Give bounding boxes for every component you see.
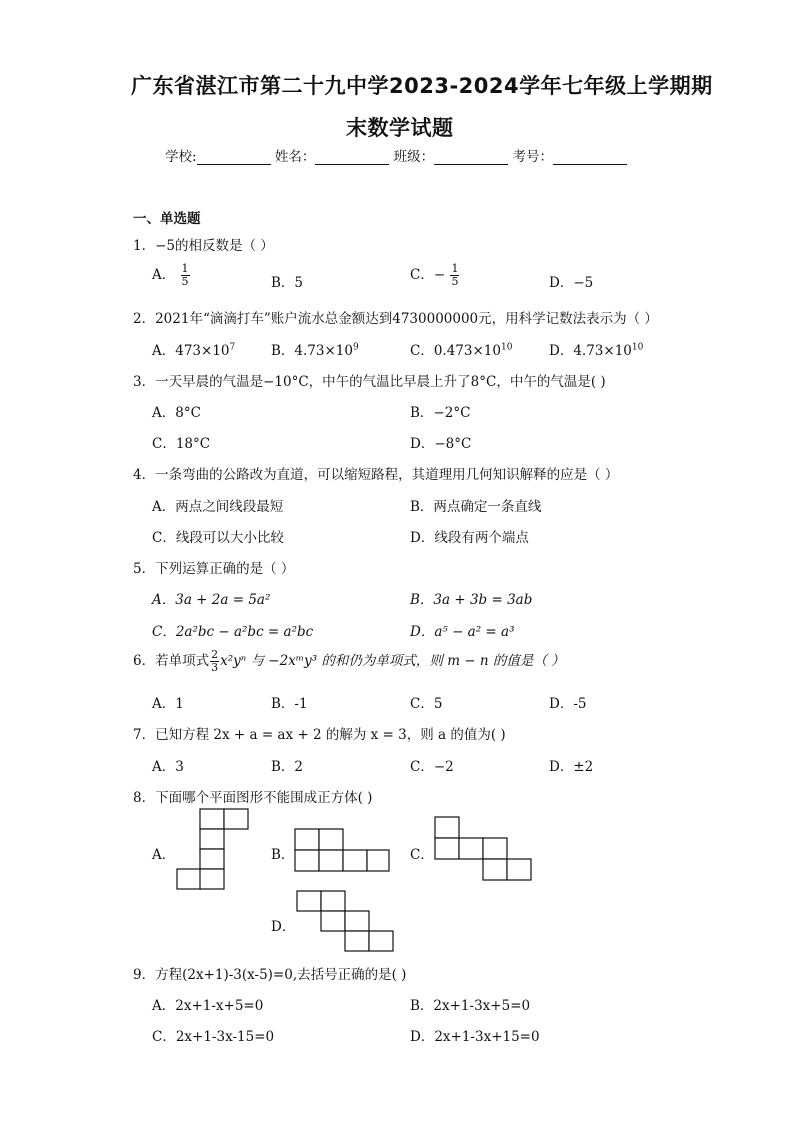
question-2-stem: 2．2021年“滴滴打车”账户流水总金额达到4730000000元，用科学记数法表示为（ ）: [133, 311, 658, 327]
q6-option-d[interactable]: D．-5: [549, 696, 587, 712]
q4-option-c[interactable]: C．线段可以大小比较: [152, 530, 284, 546]
q2-option-a[interactable]: [152, 339, 235, 359]
q1-c-denominator: 5: [451, 275, 459, 288]
q2-c-base: C．0.473×10: [410, 343, 501, 359]
q1-option-b[interactable]: B．5: [271, 275, 304, 291]
q6-coefficient-fraction: [210, 649, 219, 673]
q6-stem-rest: x²yⁿ 与 −2xᵐy³ 的和仍为单项式，则 m − n 的值是（ ）: [220, 653, 565, 669]
q8-option-c-label[interactable]: C．: [410, 847, 434, 863]
q3-option-c[interactable]: C．18°C: [152, 436, 211, 452]
q9-option-d[interactable]: D．2x+1-3x+15=0: [410, 1029, 540, 1045]
q4-option-a[interactable]: A．两点之间线段最短: [152, 499, 284, 515]
q9-option-a[interactable]: A．2x+1-x+5=0: [152, 998, 264, 1014]
q7-option-b[interactable]: B．2: [271, 759, 304, 775]
q8-option-b-net: [294, 828, 390, 873]
school-field[interactable]: [197, 150, 271, 165]
q2-d-exponent: 10: [631, 342, 644, 353]
q6-option-c[interactable]: C．5: [410, 696, 443, 712]
question-8-stem: 8．下面哪个平面图形不能围成正方体( ): [133, 790, 373, 806]
q4-option-d[interactable]: D．线段有两个端点: [410, 530, 529, 546]
question-7-stem: 7．已知方程 2x + a = ax + 2 的解为 x = 3，则 a 的值为( ): [133, 727, 506, 743]
name-label: 姓名：: [274, 149, 316, 165]
name-field[interactable]: [315, 150, 389, 165]
question-5-stem: 5．下列运算正确的是（ ）: [133, 561, 295, 577]
school-label: 学校:: [165, 149, 197, 165]
q2-option-b[interactable]: [271, 339, 359, 359]
q1-option-d[interactable]: D．−5: [549, 275, 594, 291]
q7-option-d[interactable]: D．±2: [549, 759, 594, 775]
class-field[interactable]: [434, 150, 508, 165]
q3-option-b[interactable]: B．−2°C: [410, 405, 471, 421]
q2-a-base: A．473×10: [152, 343, 230, 359]
q2-b-exponent: 9: [352, 342, 359, 353]
q6-frac-denominator: 3: [211, 661, 219, 674]
q2-b-base: B．4.73×10: [271, 343, 353, 359]
question-1-stem: 1．−5的相反数是（ ）: [133, 238, 274, 254]
q8-option-c-net: [434, 816, 536, 884]
q3-option-d[interactable]: D．−8°C: [410, 436, 472, 452]
q2-option-d[interactable]: [549, 339, 643, 359]
q1-option-c-fraction: [450, 263, 459, 287]
q1-c-numerator: 1: [451, 262, 459, 276]
q6-option-a[interactable]: A．1: [152, 696, 184, 712]
q1-option-a[interactable]: [152, 263, 191, 288]
q6-frac-numerator: 2: [211, 648, 219, 662]
q1-option-a-fraction: [181, 263, 190, 287]
page-title-line2: 末数学试题: [346, 116, 454, 140]
q5-option-c[interactable]: C．2a²bc − a²bc = a²bc: [152, 624, 314, 640]
question-4-stem: 4．一条弯曲的公路改为直道，可以缩短路程，其道理用几何知识解释的应是（ ）: [133, 467, 619, 483]
q7-option-c[interactable]: C．−2: [410, 759, 454, 775]
q8-option-a-label[interactable]: A．: [152, 847, 176, 863]
q1-option-a-label: A．: [152, 267, 176, 283]
q5-option-a[interactable]: A．3a + 2a = 5a²: [152, 592, 271, 608]
q1-option-c-label: C．−: [410, 267, 446, 283]
exam-number-label: 考号：: [512, 149, 553, 165]
q8-option-b-label[interactable]: B．: [271, 847, 295, 863]
class-label: 班级：: [393, 149, 435, 165]
q2-a-exponent: 7: [229, 342, 236, 353]
q6-stem-prefix: 6．若单项式: [133, 653, 210, 669]
question-6-stem: [133, 649, 565, 674]
q1-option-c[interactable]: [410, 263, 460, 288]
q2-c-exponent: 10: [500, 342, 513, 353]
q8-option-d-label[interactable]: D．: [271, 919, 296, 935]
exam-number-field[interactable]: [553, 150, 627, 165]
q2-d-base: D．4.73×10: [549, 343, 632, 359]
q1-a-denominator: 5: [181, 275, 189, 288]
q1-a-numerator: 1: [181, 262, 189, 276]
q3-option-a[interactable]: A．8°C: [152, 405, 201, 421]
question-3-stem: 3．一天早晨的气温是−10°C，中午的气温比早晨上升了8°C，中午的气温是( ): [133, 374, 606, 390]
q6-option-b[interactable]: B．-1: [271, 696, 308, 712]
student-info-row: [165, 145, 627, 165]
q7-option-a[interactable]: A．3: [152, 759, 184, 775]
q9-option-b[interactable]: B．2x+1-3x+5=0: [410, 998, 531, 1014]
page-title-line1: 广东省湛江市第二十九中学2023-2024学年七年级上学期期: [131, 74, 713, 98]
q2-option-c[interactable]: [410, 339, 512, 359]
q8-option-d-net: [296, 890, 396, 956]
q8-option-a-net: [176, 808, 252, 892]
q5-option-d[interactable]: D．a⁵ − a² = a³: [410, 624, 515, 640]
q9-option-c[interactable]: C．2x+1-3x-15=0: [152, 1029, 275, 1045]
q4-option-b[interactable]: B．两点确定一条直线: [410, 499, 542, 515]
section-title: 一、单选题: [133, 211, 201, 227]
q5-option-b[interactable]: B．3a + 3b = 3ab: [410, 592, 533, 608]
question-9-stem: 9．方程(2x+1)-3(x-5)=0,去括号正确的是( ): [133, 967, 407, 983]
